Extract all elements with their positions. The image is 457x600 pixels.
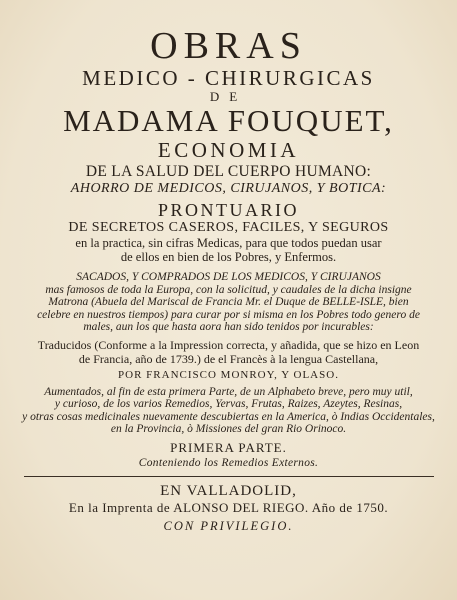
sacados-line-1: SACADOS, Y COMPRADOS DE LOS MEDICOS, Y CIRUJANOS	[76, 271, 381, 283]
subtitle-salud: DE LA SALUD DEL CUERPO HUMANO:	[85, 163, 372, 180]
translator-line: POR FRANCISCO MONROY, Y OLASO.	[118, 368, 339, 381]
divider-rule	[24, 476, 434, 477]
subtitle-practica: en la practica, sin cifras Medicas, para que todos puedan usar	[75, 236, 382, 250]
title-economia: ECONOMIA	[157, 138, 300, 162]
sacados-line-2: mas famosos de toda la Europa, con la solicitud, y caudales de la dicha insigne	[45, 283, 412, 296]
title-author: MADAMA FOUQUET,	[63, 103, 394, 138]
traducidos-line-2: de Francia, año de 1739.) de el Francès à la lengua Castellana,	[78, 351, 379, 366]
sacados-line-5: males, aun los que hasta aora han sido tenidos por incurables:	[83, 321, 374, 333]
title-prontuario: PRONTUARIO	[157, 200, 299, 220]
title-medico-chirurgicas: MEDICO - CHIRURGICAS	[82, 66, 375, 90]
aumentados-line-1: Aumentados, al fin de esta primera Parte, de un Alphabeto breve, pero muy util,	[44, 385, 413, 398]
traducidos-line-1: Traducidos (Conforme a la Impression correcta, y añadida, que se hizo en Leon	[37, 337, 420, 352]
imprint-place: EN VALLADOLID,	[160, 482, 297, 499]
primera-parte: PRIMERA PARTE.	[170, 439, 287, 455]
spacer	[20, 264, 437, 271]
aumentados-line-3: y otras cosas medicinales nuevamente descubiertas en la America, ò Indias Occidentales,	[22, 410, 435, 423]
title-obras: OBRAS	[150, 25, 307, 67]
sacados-line-3: Matrona (Abuela del Mariscal de Francia Mr. el Duque de BELLE-ISLE, bien	[48, 296, 409, 308]
subtitle-secretos: DE SECRETOS CASEROS, FACILES, Y SEGUROS	[68, 220, 389, 235]
sacados-line-4: celebre en nuestros tiempos) para curar por si misma en los Pobres todo genero de	[37, 308, 420, 321]
subtitle-pobres: de ellos en bien de los Pobres, y Enfermos.	[120, 250, 337, 264]
aumentados-line-2: y curioso, de los varios Remedios, Yervas, Frutas, Raizes, Azeytes, Resinas,	[54, 398, 403, 410]
privilegio: CON PRIVILEGIO.	[163, 518, 294, 533]
aumentados-line-4: en la Provincia, ò Missiones del gran Rio Orinoco.	[110, 423, 347, 435]
subtitle-ahorro: AHORRO DE MEDICOS, CIRUJANOS, Y BOTICA:	[70, 181, 387, 196]
title-de: DE	[209, 89, 248, 104]
imprint-printer: En la Imprenta de ALONSO DEL RIEGO. Año de 1750.	[68, 499, 389, 515]
contiene-line: Conteniendo los Remedios Externos.	[138, 456, 319, 469]
